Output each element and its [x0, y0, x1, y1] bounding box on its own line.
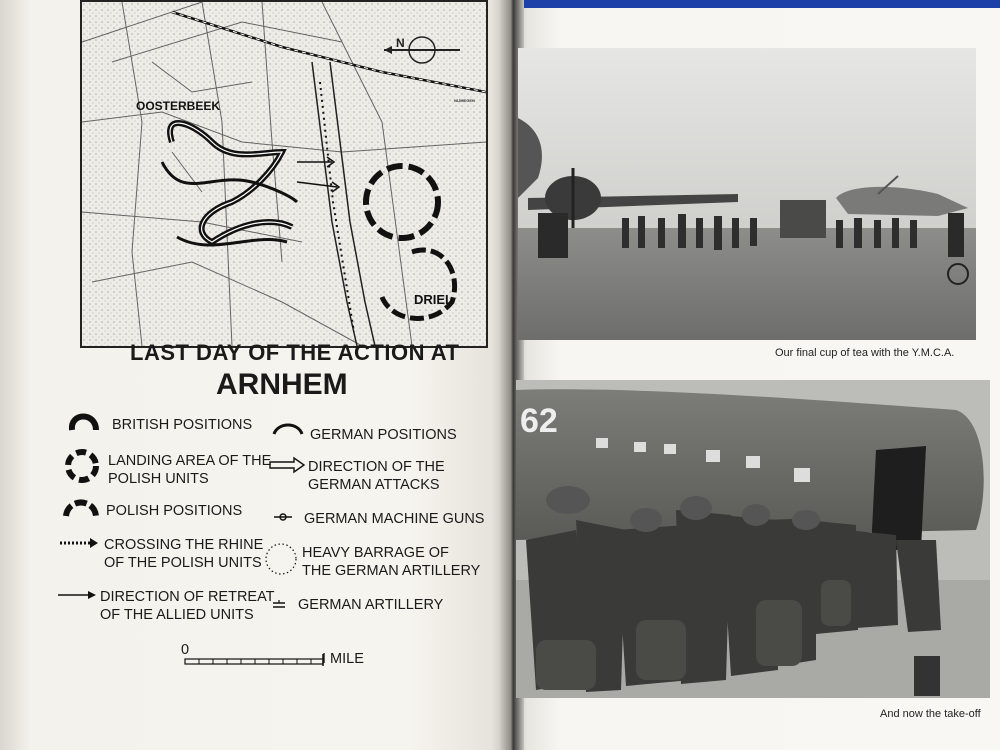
photo-airfield-tea — [518, 48, 976, 340]
airfield-scene — [518, 48, 976, 340]
scale-end-label: I MILE — [322, 651, 364, 667]
legend-german-artillery: GERMAN ARTILLERY — [298, 597, 444, 613]
legend-title: LAST DAY OF THE ACTION AT — [130, 340, 460, 365]
map-drawing — [82, 2, 486, 346]
german-positions-icon — [270, 418, 306, 438]
scale-start-label: 0 — [181, 642, 190, 658]
british-positions-icon — [66, 406, 106, 434]
artillery-icon — [270, 598, 288, 612]
arnhem-map — [80, 0, 488, 348]
solid-arrow-icon — [56, 588, 98, 602]
takeoff-scene — [516, 380, 990, 698]
legend-retreat: DIRECTION OF RETREAT OF THE ALLIED UNITS — [100, 589, 275, 623]
legend-subtitle: ARNHEM — [216, 368, 348, 401]
machine-gun-icon — [272, 510, 294, 524]
legend-rhine-crossing: CROSSING THE RHINE OF THE POLISH UNITS — [104, 537, 264, 571]
legend-polish-positions: POLISH POSITIONS — [106, 503, 243, 519]
landing-area-icon — [62, 446, 102, 486]
legend-german-attacks: DIRECTION OF THE GERMAN ATTACKS — [308, 459, 445, 493]
oosterbeek-label: OOSTERBEEK — [136, 99, 221, 113]
scale-bar — [183, 654, 327, 668]
legend-british-positions: BRITISH POSITIONS — [112, 417, 253, 433]
legend-artillery-barrage: HEAVY BARRAGE OF THE GERMAN ARTILLERY — [302, 545, 481, 579]
legend-german-positions: GERMAN POSITIONS — [310, 427, 457, 443]
driel-label: DRIEL — [414, 292, 453, 307]
photo-takeoff — [516, 380, 990, 698]
open-arrow-icon — [268, 456, 306, 474]
dotted-circle-icon — [262, 540, 300, 578]
legend-machine-guns: GERMAN MACHINE GUNS — [304, 511, 485, 527]
top-photo-caption: Our final cup of tea with the Y.M.C.A. — [775, 347, 955, 359]
aircraft-number: 62 — [520, 402, 558, 440]
compass-label: N — [396, 36, 405, 50]
legend-landing-area: LANDING AREA OF THE POLISH UNITS — [108, 453, 272, 487]
polish-positions-icon — [62, 496, 102, 518]
bottom-photo-caption: And now the take-off — [880, 708, 981, 720]
map-corner-label: NIJMEGEN — [454, 98, 475, 103]
dotted-arrow-icon — [58, 536, 100, 550]
